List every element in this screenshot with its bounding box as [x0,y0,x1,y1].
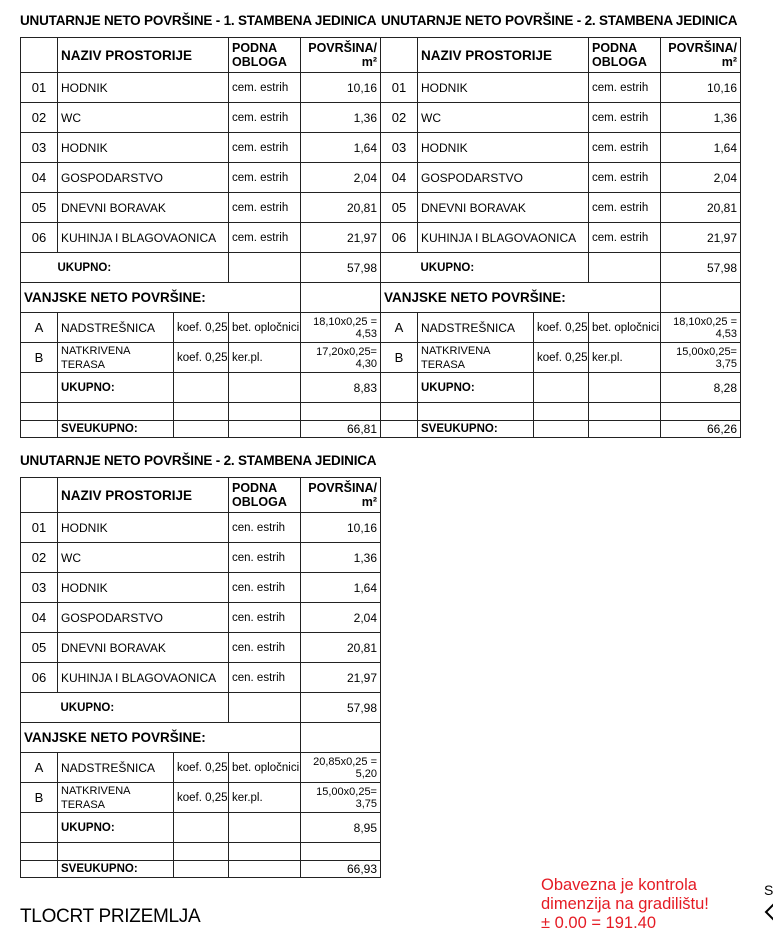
table-row: 05 DNEVNI BORAVAK cem. estrih 20,81 [381,193,741,223]
table-row: 03 HODNIK cem. estrih 1,64 [381,133,741,163]
table-row: 06 KUHINJA I BLAGOVAONICA cem. estrih 21,97 [381,223,741,253]
north-arrow-icon [764,898,773,924]
unit3-title: UNUTARNJE NETO POVRŠINE - 2. STAMBENA JEDINICA [20,453,377,468]
outer-row: A NADSTREŠNICA koef. 0,25 bet. opločnici 18,10x0,25 = 4,53 [21,313,381,343]
table-row: 05 DNEVNI BORAVAK cen. estrih 20,81 [21,633,381,663]
total-row: UKUPNO: 57,98 [21,253,381,283]
header-no [21,38,58,73]
table-row: 03 HODNIK cem. estrih 1,64 [21,133,381,163]
total-row: UKUPNO: 57,98 [21,693,381,723]
outer-total-row: UKUPNO: 8,28 [381,373,741,403]
outer-row: B NATKRIVENA TERASA koef. 0,25 ker.pl. 15,00x0,25= 3,75 [21,783,381,813]
dimension-check-note: Obavezna je kontrola dimenzija na gradilištu! ± 0.00 = 191.40 [541,876,709,932]
table-row: 05 DNEVNI BORAVAK cem. estrih 20,81 [21,193,381,223]
outer-row: B NATKRIVENA TERASA koef. 0,25 ker.pl. 15,00x0,25= 3,75 [381,343,741,373]
grand-total-row: SVEUKUPNO: 66,81 [21,421,381,438]
table-row: 02 WC cem. estrih 1,36 [21,103,381,133]
table-row: 03 HODNIK cen. estrih 1,64 [21,573,381,603]
unit2-title: UNUTARNJE NETO POVRŠINE - 2. STAMBENA JEDINICA [381,13,738,28]
table-row: 04 GOSPODARSTVO cen. estrih 2,04 [21,603,381,633]
outer-total-row: UKUPNO: 8,95 [21,813,381,843]
table-row: 06 KUHINJA I BLAGOVAONICA cem. estrih 21,97 [21,223,381,253]
unit2-area-table: NAZIV PROSTORIJE PODNA OBLOGA POVRŠINA/ m² 01 HODNIK cem. estrih 10,16 02 WC cem. estrih 1,36 03 HODNIK cem. estrih 1,64 04 GOSPODARSTVO cem. estrih 2,04 05 DNEVNI BORAVAK cem. estrih 20,81 06 KUHINJA I BLAGOVAONICA cem. estrih 21,97 UKUPNO: 57,98 VANJSKE NETO POVRŠINE: A NADSTREŠNICA koef. 0,25 bet. opločnici 18,10x0,25 = 4,53 B NATKRIVENA TERASA koef. 0,25 ker.pl. 15,00x0,25= 3,75 UKUPNO: 8,28 SVEUKUPNO: 66,26 [380,37,741,438]
grand-total-row: SVEUKUPNO: 66,26 [381,421,741,438]
unit1-area-table [20,37,381,438]
total-row: UKUPNO: 57,98 [381,253,741,283]
header-area: POVRŠINA/ m² [301,38,381,73]
grand-total-row: SVEUKUPNO: 66,93 [21,861,381,878]
unit3-area-table: NAZIV PROSTORIJE PODNA OBLOGA POVRŠINA/ m² 01 HODNIK cen. estrih 10,16 02 WC cen. estrih 1,36 03 HODNIK cen. estrih 1,64 04 GOSPODARSTVO cen. estrih 2,04 05 DNEVNI BORAVAK cen. estrih 20,81 06 KUHINJA I BLAGOVAONICA cen. estrih 21,97 UKUPNO: 57,98 VANJSKE NETO POVRŠINE: A NADSTREŠNICA koef. 0,25 bet. opločnici 20,85x0,25 = 5,20 B NATKRIVENA TERASA koef. 0,25 ker.pl. 15,00x0,25= 3,75 UKUPNO: 8,95 SVEUKUPNO: 66,93 [20,477,381,878]
table-row: 04 GOSPODARSTVO cem. estrih 2,04 [21,163,381,193]
table-row: 04 GOSPODARSTVO cem. estrih 2,04 [381,163,741,193]
table-row: 06 KUHINJA I BLAGOVAONICA cen. estrih 21,97 [21,663,381,693]
north-arrow-fragment: S [764,882,773,927]
outer-section-row: VANJSKE NETO POVRŠINE: [381,283,741,313]
header-room-name: NAZIV PROSTORIJE [58,38,229,73]
header-floor: PODNA OBLOGA [229,38,301,73]
outer-row: A NADSTREŠNICA koef. 0,25 bet. opločnici 20,85x0,25 = 5,20 [21,753,381,783]
unit1-title: UNUTARNJE NETO POVRŠINE - 1. STAMBENA JEDINICA [20,13,377,28]
table-row: 01 HODNIK cem. estrih 10,16 [21,73,381,103]
outer-row: A NADSTREŠNICA koef. 0,25 bet. opločnici 18,10x0,25 = 4,53 [381,313,741,343]
plan-title: TLOCRT PRIZEMLJA [20,906,201,927]
outer-section-row: VANJSKE NETO POVRŠINE: [21,283,381,313]
table-row: 01 HODNIK cen. estrih 10,16 [21,513,381,543]
table-row: 02 WC cen. estrih 1,36 [21,543,381,573]
outer-total-row: UKUPNO: 8,83 [21,373,381,403]
table-row: 02 WC cem. estrih 1,36 [381,103,741,133]
outer-section-row: VANJSKE NETO POVRŠINE: [21,723,381,753]
outer-row: B NATKRIVENA TERASA koef. 0,25 ker.pl. 17,20x0,25= 4,30 [21,343,381,373]
table-row: 01 HODNIK cem. estrih 10,16 [381,73,741,103]
